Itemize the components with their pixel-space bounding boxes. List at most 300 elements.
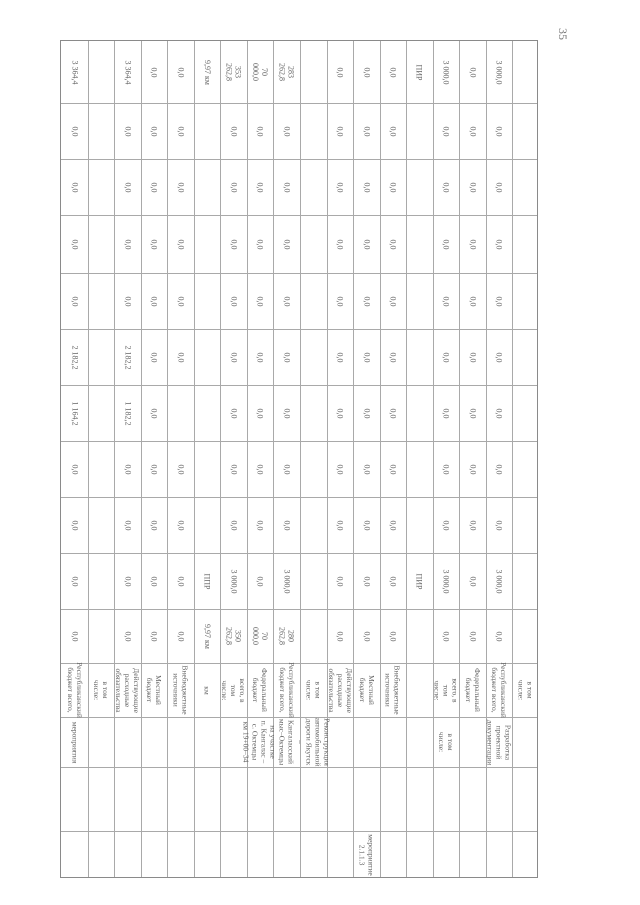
executor-cell [273,767,300,831]
source-cell [247,663,273,717]
value-cell [433,103,459,159]
value-cell [273,273,300,329]
value-cell [194,497,220,553]
executor-cell [141,767,167,831]
executor-cell [167,767,194,831]
value-cell [486,159,512,215]
measure-cell [114,717,141,767]
value-cell [327,385,353,441]
measure-cell [194,717,220,767]
value-cell-text: 0,0 [494,182,504,192]
source-cell [327,663,353,717]
value-cell [220,41,247,103]
measure-cell [141,717,167,767]
source-cell-text: в том числе: [92,679,110,701]
value-cell-text: 0,0 [494,352,504,362]
source-cell-text: Республиканский бюджет всего, [277,662,296,718]
value-cell [247,103,273,159]
value-cell [327,215,353,273]
value-cell-text: 0,0 [70,296,79,306]
value-cell-text: 0,0 [229,296,238,306]
source-cell [433,663,459,717]
value-cell [459,215,486,273]
value-cell [141,497,167,553]
value-cell-text: 0,0 [255,182,265,192]
source-cell [220,663,247,717]
value-cell [247,553,273,609]
measure-cell [459,717,486,767]
value-cell [380,273,406,329]
value-cell [380,609,406,663]
value-cell [300,385,327,441]
value-cell [220,609,247,663]
value-cell [141,159,167,215]
value-cell-text: 0,0 [388,67,398,77]
source-cell [486,663,512,717]
value-cell [327,41,353,103]
value-cell [114,103,141,159]
value-cell-text: 0,0 [229,126,238,136]
measure-cell [353,717,380,767]
value-cell [459,385,486,441]
value-cell [327,609,353,663]
value-cell [114,159,141,215]
value-cell [459,159,486,215]
value-cell [167,441,194,497]
value-cell [273,441,300,497]
value-cell-text: 0,0 [441,408,451,418]
item-cell [433,831,459,879]
value-cell [88,553,114,609]
value-cell-text: 0,0 [335,67,345,77]
value-cell [486,273,512,329]
value-cell-text: 0,0 [123,239,132,249]
source-cell [114,663,141,717]
value-cell [327,103,353,159]
value-cell-text: 9,97 км [202,59,212,85]
value-cell-text: 280 262,8 [277,627,296,645]
value-cell-text: 70 000,0 [251,63,269,81]
value-cell-text: 0,0 [282,296,291,306]
measure-cell [88,717,114,767]
value-cell [167,329,194,385]
item-cell [141,831,167,879]
value-cell [88,103,114,159]
value-cell-text: 0,0 [229,464,238,474]
value-cell-text: 0,0 [388,296,398,306]
value-cell-text: 0,0 [149,67,159,77]
value-cell [167,273,194,329]
value-cell [406,441,433,497]
value-cell-text: 0,0 [362,576,371,586]
value-cell-text: 0,0 [494,239,504,249]
value-cell [353,273,380,329]
source-cell [512,663,539,717]
value-cell [247,159,273,215]
item-cell [380,831,406,879]
value-cell [141,273,167,329]
value-cell-text: 0,0 [388,239,398,249]
source-cell [88,663,114,717]
value-cell [486,441,512,497]
source-cell-text: Внебюджетные источники [384,665,402,715]
value-cell-text: 0,0 [388,520,398,530]
value-cell [273,609,300,663]
value-cell [406,41,433,103]
value-cell-text: 1 164,2 [70,401,79,425]
value-cell [486,41,512,103]
value-cell [167,553,194,609]
value-cell [459,441,486,497]
value-cell [433,273,459,329]
value-cell [300,609,327,663]
item-cell [406,831,433,879]
value-cell-text: 0,0 [335,576,345,586]
value-cell [220,273,247,329]
value-cell [114,553,141,609]
value-cell [273,159,300,215]
value-cell-text: 0,0 [388,352,398,362]
source-cell-text: Местный бюджет [357,675,376,705]
value-cell [61,215,88,273]
value-cell [300,273,327,329]
value-cell [300,329,327,385]
value-cell-text: 0,0 [282,182,291,192]
value-cell-text: 0,0 [149,464,159,474]
value-cell [247,329,273,385]
value-cell [433,159,459,215]
value-cell-text: 3 000,0 [441,569,451,593]
value-cell [300,441,327,497]
value-cell-text: 0,0 [388,576,398,586]
source-cell-text: всего, в том числе: [220,677,247,703]
value-cell [194,215,220,273]
value-cell [406,553,433,609]
value-cell [300,215,327,273]
value-cell-text: 0,0 [255,464,265,474]
value-cell [167,497,194,553]
value-cell-text: 0,0 [388,408,398,418]
value-cell [141,103,167,159]
executor-cell [114,767,141,831]
source-cell [380,663,406,717]
value-cell-text: 0,0 [70,239,79,249]
value-cell [380,385,406,441]
value-cell-text: 0,0 [335,520,345,530]
value-cell-text: 0,0 [362,408,371,418]
value-cell [114,215,141,273]
value-cell [247,273,273,329]
value-cell [220,215,247,273]
value-cell [327,553,353,609]
value-cell-text: 0,0 [176,352,185,362]
measure-cell [327,717,353,767]
value-cell [247,497,273,553]
value-cell [353,103,380,159]
item-cell [353,831,380,879]
value-cell-text: 0,0 [149,126,159,136]
measure-cell [512,717,539,767]
value-cell [194,103,220,159]
value-cell [61,609,88,663]
value-cell [141,385,167,441]
value-cell [512,273,539,329]
value-cell-text: 3 000,0 [229,569,238,593]
value-cell [273,215,300,273]
value-cell [273,103,300,159]
value-cell-text: 9,97 км [202,623,212,649]
value-cell [459,329,486,385]
item-cell [167,831,194,879]
value-cell [486,553,512,609]
value-cell [273,553,300,609]
value-cell [512,103,539,159]
value-cell [433,609,459,663]
value-cell [61,273,88,329]
source-cell [300,663,327,717]
value-cell-text: 0,0 [229,239,238,249]
page-number: 35 [556,28,570,40]
value-cell-text: 0,0 [123,464,132,474]
value-cell [512,329,539,385]
value-cell [88,159,114,215]
value-cell [459,553,486,609]
value-cell [353,553,380,609]
value-cell-text: 0,0 [176,67,185,77]
executor-cell [220,767,247,831]
value-cell-text: 0,0 [494,408,504,418]
measure-cell [486,717,512,767]
source-cell-text: Федеральный бюджет [463,668,482,712]
value-cell-text: 283 262,8 [277,63,296,81]
value-cell-text: 0,0 [468,352,477,362]
value-cell [114,497,141,553]
value-cell [380,41,406,103]
value-cell-text: 0,0 [441,520,451,530]
value-cell-text: 2 182,2 [123,345,132,369]
item-cell [486,831,512,879]
source-cell-text: в том числе: [516,679,535,701]
value-cell [486,215,512,273]
source-cell [167,663,194,717]
value-cell-text: ППР [202,572,212,590]
value-cell-text: 0,0 [255,239,265,249]
value-cell [406,273,433,329]
value-cell [194,329,220,385]
value-cell [88,609,114,663]
item-cell-text: мероприятие 2.1.1.3 [357,834,376,876]
value-cell-text: 0,0 [468,296,477,306]
value-cell [380,497,406,553]
source-cell [273,663,300,717]
value-cell [167,215,194,273]
value-cell [88,41,114,103]
value-cell [167,609,194,663]
measure-cell [241,717,332,767]
value-cell [220,329,247,385]
value-cell [353,441,380,497]
measure-cell-text: в том числе: [437,731,455,753]
value-cell-text: 3 000,0 [441,60,451,84]
value-cell-text: 0,0 [176,464,185,474]
value-cell [486,497,512,553]
value-cell [300,497,327,553]
value-cell [353,329,380,385]
value-cell-text: 2 182,2 [70,345,79,369]
value-cell [141,609,167,663]
value-cell [353,159,380,215]
value-cell [220,441,247,497]
value-cell [114,273,141,329]
measure-cell [433,717,459,767]
executor-cell [433,767,459,831]
value-cell-text: 0,0 [468,576,477,586]
value-cell [167,385,194,441]
value-cell [406,103,433,159]
value-cell-text: 0,0 [229,182,238,192]
value-cell [459,497,486,553]
value-cell [486,103,512,159]
value-cell [300,553,327,609]
value-cell [141,329,167,385]
executor-cell [380,767,406,831]
value-cell [406,385,433,441]
value-cell-text: 0,0 [255,408,265,418]
value-cell-text: 0,0 [255,352,265,362]
value-cell [61,497,88,553]
value-cell [433,329,459,385]
value-cell [220,385,247,441]
value-cell [247,215,273,273]
value-cell [141,441,167,497]
value-cell-text: 0,0 [229,520,238,530]
value-cell [61,41,88,103]
value-cell-text: 0,0 [441,182,451,192]
item-cell [512,831,539,879]
value-cell [512,215,539,273]
value-cell [380,553,406,609]
value-cell-text: 0,0 [468,631,477,641]
source-cell-text: Действующие расходные обязательства [114,667,142,713]
value-cell [220,103,247,159]
item-cell [220,831,247,879]
value-cell-text: 0,0 [149,352,159,362]
value-cell-text: 0,0 [149,576,159,586]
value-cell [114,609,141,663]
value-cell [114,385,141,441]
value-cell-text: 0,0 [70,520,79,530]
value-cell-text: 0,0 [255,296,265,306]
value-cell-text: 3 000,0 [494,569,504,593]
value-cell-text: 0,0 [388,631,398,641]
value-cell-text: 0,0 [149,182,159,192]
value-cell [141,41,167,103]
value-cell [406,159,433,215]
measure-cell [61,717,88,767]
value-cell-text: 0,0 [335,239,345,249]
value-cell [512,553,539,609]
executor-cell [194,767,220,831]
value-cell [220,553,247,609]
value-cell-text: 0,0 [335,126,345,136]
value-cell [194,553,220,609]
value-cell-text: 0,0 [494,296,504,306]
source-cell-text: в том числе: [304,679,323,701]
executor-cell [459,767,486,831]
value-cell-text: 0,0 [494,464,504,474]
value-cell-text: 0,0 [70,576,79,586]
value-cell-text: 0,0 [362,239,371,249]
value-cell [433,215,459,273]
value-cell-text: 0,0 [468,408,477,418]
value-cell-text: 0,0 [468,67,477,77]
value-cell-text: ПИР [414,572,424,590]
value-cell-text: 0,0 [282,239,291,249]
value-cell-text: 0,0 [494,631,504,641]
value-cell-text: 0,0 [123,576,132,586]
value-cell-text: ПИР [414,63,424,81]
value-cell-text: 0,0 [441,352,451,362]
value-cell-text: 0,0 [441,126,451,136]
value-cell [88,273,114,329]
value-cell [433,441,459,497]
value-cell [406,215,433,273]
value-cell [353,497,380,553]
value-cell-text: 0,0 [282,126,291,136]
source-cell [353,663,380,717]
value-cell-text: 0,0 [255,126,265,136]
value-cell [353,215,380,273]
value-cell [167,41,194,103]
value-cell-text: 0,0 [335,631,345,641]
value-cell [327,159,353,215]
value-cell [61,159,88,215]
value-cell-text: 3 364,4 [123,60,132,84]
value-cell [273,497,300,553]
value-cell [486,329,512,385]
value-cell-text: 0,0 [335,182,345,192]
source-cell-text: Внебюджетные источники [171,665,190,715]
value-cell [433,385,459,441]
value-cell-text: 0,0 [388,126,398,136]
executor-cell [486,767,512,831]
value-cell [88,497,114,553]
value-cell-text: 0,0 [468,126,477,136]
value-cell [220,497,247,553]
value-cell-text: 3 000,0 [494,60,504,84]
value-cell-text: 0,0 [362,182,371,192]
value-cell-text: 0,0 [176,520,185,530]
executor-cell [406,767,433,831]
executor-cell [300,767,327,831]
value-cell [459,41,486,103]
value-cell-text: 0,0 [282,464,291,474]
value-cell [327,273,353,329]
value-cell [61,103,88,159]
measure-cell-text: Реконструкция автомобильной дороги Якутск – Кангаласский мыс–Октемцы на участке п. Кангалас – с. Октемцы км 19+00–34 [241,717,332,767]
value-cell [300,41,327,103]
value-cell-text: 0,0 [362,631,371,641]
value-cell-text: 0,0 [149,408,159,418]
value-cell-text: 0,0 [176,576,185,586]
source-cell-text: км [202,685,212,695]
value-cell-text: 0,0 [123,631,132,641]
item-cell [114,831,141,879]
value-cell-text: 0,0 [468,182,477,192]
value-cell [247,441,273,497]
value-cell [433,497,459,553]
value-cell-text: 0,0 [388,464,398,474]
